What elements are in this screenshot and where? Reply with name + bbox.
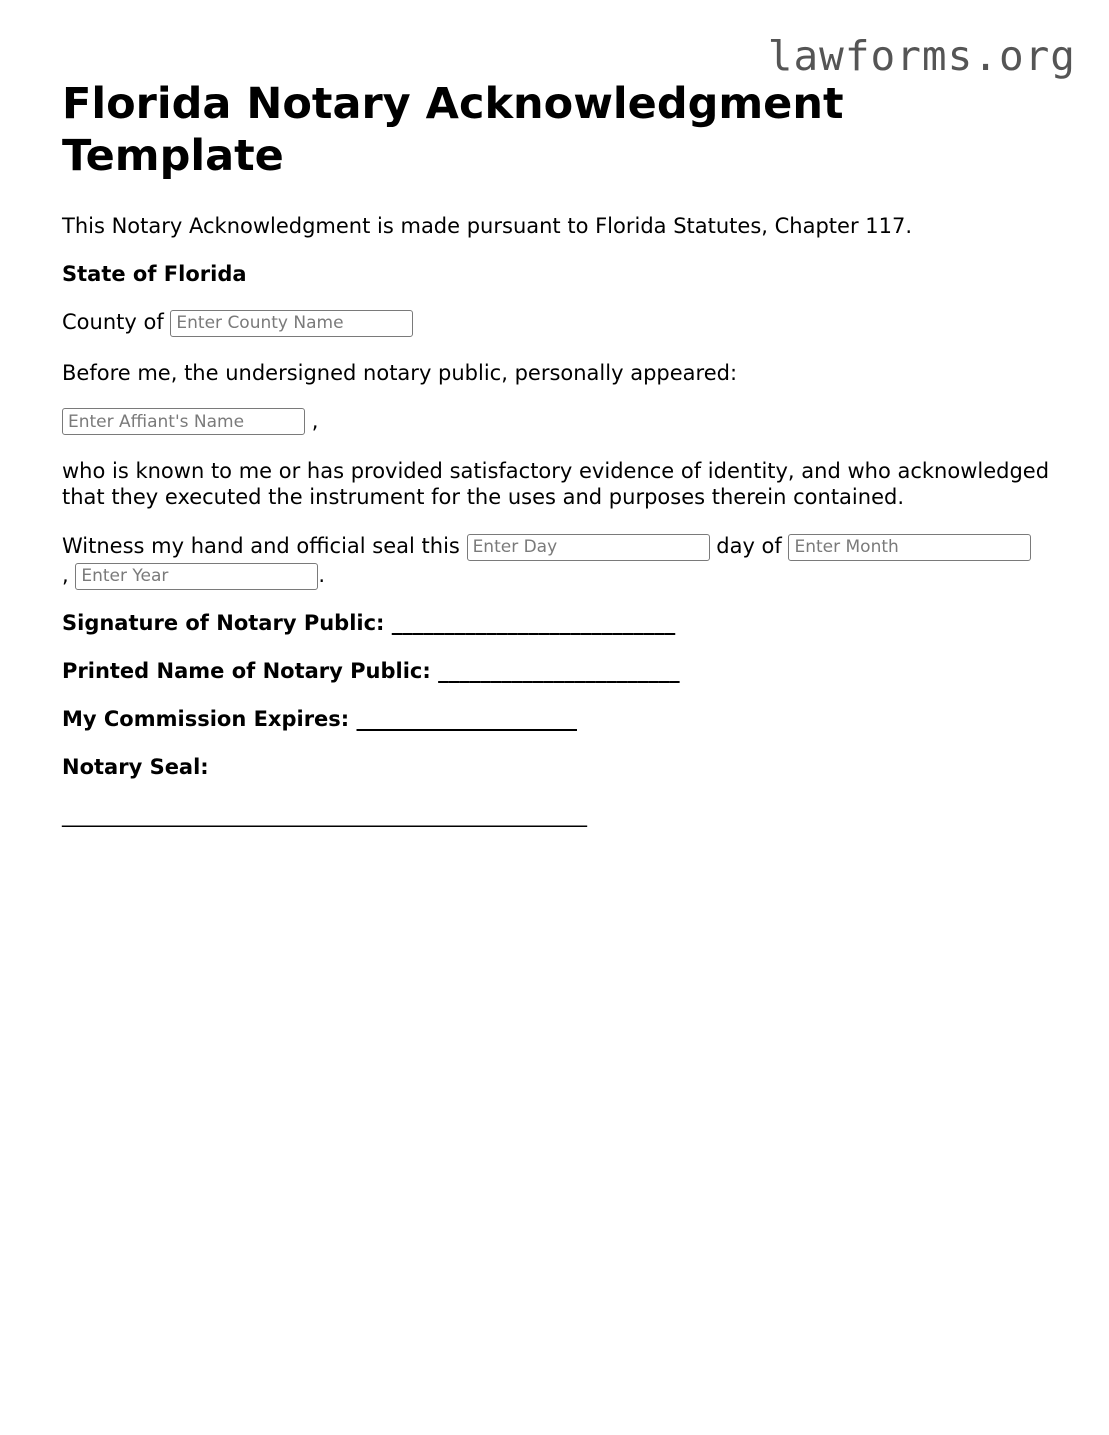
acknowledgment-text: who is known to me or has provided satisfactory evidence of identity, and who acknowledged that they executed the instrument for the uses and purposes therein contained. (62, 459, 1050, 509)
affiant-name-input[interactable] (62, 408, 305, 435)
year-comma: , (62, 563, 69, 587)
notary-seal-line: __________________________________________________ (62, 803, 587, 827)
county-label: County of (62, 310, 164, 334)
notary-seal-label: Notary Seal: (62, 755, 209, 779)
month-input[interactable] (788, 534, 1031, 561)
signature-line: Signature of Notary Public: ___________________________ (62, 611, 676, 635)
commission-expires-line: My Commission Expires: _____________________ (62, 707, 578, 731)
intro-text: This Notary Acknowledgment is made pursuant to Florida Statutes, Chapter 117. (62, 214, 913, 238)
affiant-comma: , (311, 408, 319, 433)
watermark: lawforms.org (767, 32, 1076, 80)
county-input[interactable] (170, 310, 413, 337)
year-input[interactable] (75, 563, 318, 590)
page-title: Florida Notary Acknowledgment Template (62, 79, 844, 181)
day-input[interactable] (467, 534, 710, 561)
witness-row (62, 532, 1052, 590)
document-body (62, 78, 1052, 828)
year-period: . (318, 563, 326, 587)
witness-prefix: Witness my hand and official seal this (62, 534, 460, 558)
county-row (62, 309, 1052, 337)
printed-name-line: Printed Name of Notary Public: _______________________ (62, 659, 680, 683)
day-of-label: day of (716, 534, 782, 558)
state-label: State of Florida (62, 262, 247, 286)
before-text: Before me, the undersigned notary public, personally appeared: (62, 360, 738, 385)
affiant-row (62, 408, 1052, 436)
